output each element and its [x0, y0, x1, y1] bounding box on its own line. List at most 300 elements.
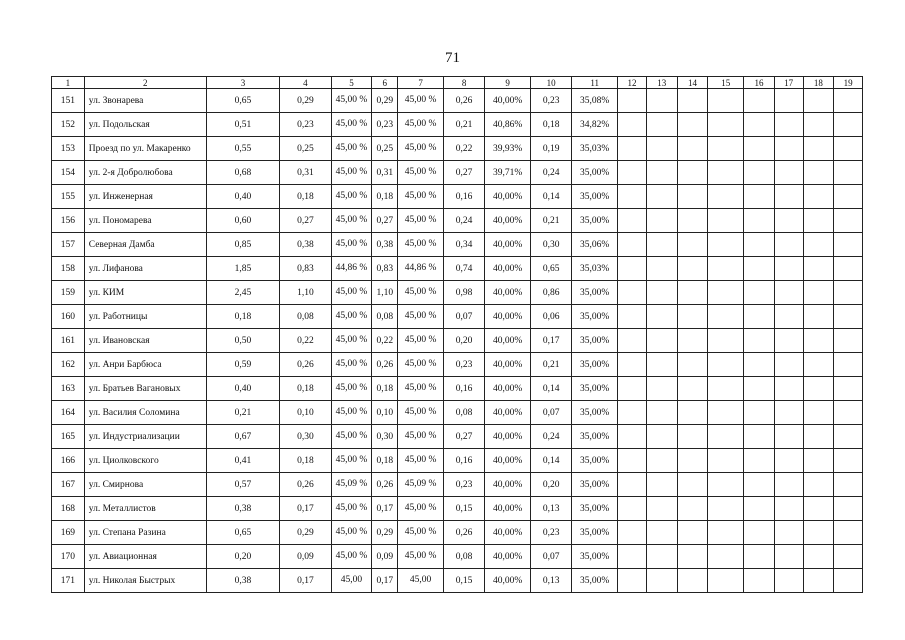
- empty-cell: [677, 161, 708, 185]
- column-header: 1: [52, 77, 85, 89]
- street-name: ул. Циолковского: [84, 449, 206, 473]
- empty-cell: [708, 305, 744, 329]
- street-name: ул. Авиационная: [84, 545, 206, 569]
- value-col-4: 0,30: [280, 425, 331, 449]
- row-number: 157: [52, 233, 85, 257]
- page-number: 71: [445, 50, 460, 66]
- empty-cell: [708, 545, 744, 569]
- empty-cell: [834, 497, 863, 521]
- table-row: [52, 425, 863, 449]
- value-col-6: 0,26: [372, 353, 398, 377]
- empty-cell: [618, 89, 647, 113]
- percent-col-5: 45,00: [331, 569, 372, 593]
- value-col-8: 0,23: [444, 473, 485, 497]
- street-name: ул. Индустриализации: [84, 425, 206, 449]
- empty-cell: [646, 545, 677, 569]
- percent-col-9: 40,00%: [485, 281, 531, 305]
- empty-cell: [803, 377, 834, 401]
- empty-cell: [646, 281, 677, 305]
- empty-cell: [618, 473, 647, 497]
- empty-cell: [744, 521, 775, 545]
- empty-cell: [677, 329, 708, 353]
- value-col-8: 0,74: [444, 257, 485, 281]
- value-col-8: 0,16: [444, 185, 485, 209]
- percent-col-5: 45,09 %: [331, 473, 372, 497]
- value-col-8: 0,34: [444, 233, 485, 257]
- value-col-10: 0,17: [531, 329, 572, 353]
- percent-col-5: 45,00 %: [331, 113, 372, 137]
- empty-cell: [646, 377, 677, 401]
- percent-col-11: 35,00%: [572, 209, 618, 233]
- percent-col-5: 45,00 %: [331, 545, 372, 569]
- empty-cell: [803, 473, 834, 497]
- empty-cell: [744, 89, 775, 113]
- value-col-3: 0,40: [206, 377, 280, 401]
- percent-col-11: 35,08%: [572, 89, 618, 113]
- empty-cell: [708, 353, 744, 377]
- value-col-10: 0,65: [531, 257, 572, 281]
- value-col-10: 0,19: [531, 137, 572, 161]
- empty-cell: [618, 233, 647, 257]
- value-col-8: 0,27: [444, 161, 485, 185]
- empty-cell: [803, 305, 834, 329]
- value-col-4: 0,18: [280, 449, 331, 473]
- empty-cell: [646, 257, 677, 281]
- empty-cell: [803, 209, 834, 233]
- empty-cell: [834, 425, 863, 449]
- empty-cell: [834, 377, 863, 401]
- value-col-6: 0,26: [372, 473, 398, 497]
- table-row: [52, 521, 863, 545]
- table-row: [52, 353, 863, 377]
- percent-col-7: 45,00 %: [398, 401, 444, 425]
- percent-col-9: 40,00%: [485, 545, 531, 569]
- empty-cell: [677, 569, 708, 593]
- empty-cell: [774, 329, 803, 353]
- percent-col-5: 45,00 %: [331, 521, 372, 545]
- percent-col-7: 45,00 %: [398, 305, 444, 329]
- value-col-3: 0,57: [206, 473, 280, 497]
- empty-cell: [677, 113, 708, 137]
- percent-col-7: 45,09 %: [398, 473, 444, 497]
- empty-cell: [834, 209, 863, 233]
- percent-col-5: 45,00 %: [331, 377, 372, 401]
- empty-cell: [774, 89, 803, 113]
- empty-cell: [774, 233, 803, 257]
- street-name: ул. Степана Разина: [84, 521, 206, 545]
- percent-col-9: 40,00%: [485, 185, 531, 209]
- value-col-6: 0,18: [372, 449, 398, 473]
- empty-cell: [774, 425, 803, 449]
- empty-cell: [708, 281, 744, 305]
- value-col-8: 0,08: [444, 401, 485, 425]
- value-col-4: 0,22: [280, 329, 331, 353]
- value-col-4: 0,26: [280, 353, 331, 377]
- empty-cell: [744, 377, 775, 401]
- empty-cell: [744, 473, 775, 497]
- empty-cell: [677, 353, 708, 377]
- value-col-3: 0,65: [206, 521, 280, 545]
- percent-col-9: 40,00%: [485, 497, 531, 521]
- percent-col-5: 45,00 %: [331, 449, 372, 473]
- value-col-4: 0,25: [280, 137, 331, 161]
- value-col-3: 0,21: [206, 401, 280, 425]
- table-row: [52, 329, 863, 353]
- percent-col-7: 45,00: [398, 569, 444, 593]
- empty-cell: [618, 449, 647, 473]
- street-name: ул. Подольская: [84, 113, 206, 137]
- row-number: 162: [52, 353, 85, 377]
- percent-col-11: 34,82%: [572, 113, 618, 137]
- percent-col-11: 35,00%: [572, 161, 618, 185]
- percent-col-5: 45,00 %: [331, 137, 372, 161]
- value-col-10: 0,07: [531, 401, 572, 425]
- percent-col-5: 45,00 %: [331, 209, 372, 233]
- empty-cell: [774, 185, 803, 209]
- empty-cell: [744, 113, 775, 137]
- table-row: [52, 545, 863, 569]
- empty-cell: [618, 569, 647, 593]
- column-header: 19: [834, 77, 863, 89]
- empty-cell: [774, 353, 803, 377]
- value-col-6: 0,25: [372, 137, 398, 161]
- percent-col-9: 40,00%: [485, 473, 531, 497]
- row-number: 151: [52, 89, 85, 113]
- value-col-8: 0,16: [444, 449, 485, 473]
- value-col-3: 0,20: [206, 545, 280, 569]
- empty-cell: [708, 257, 744, 281]
- empty-cell: [744, 161, 775, 185]
- empty-cell: [618, 257, 647, 281]
- empty-cell: [708, 449, 744, 473]
- empty-cell: [834, 185, 863, 209]
- percent-col-5: 45,00 %: [331, 89, 372, 113]
- empty-cell: [677, 185, 708, 209]
- value-col-8: 0,26: [444, 89, 485, 113]
- value-col-10: 0,06: [531, 305, 572, 329]
- column-header: 10: [531, 77, 572, 89]
- percent-col-11: 35,00%: [572, 473, 618, 497]
- empty-cell: [774, 521, 803, 545]
- empty-cell: [646, 401, 677, 425]
- empty-cell: [774, 377, 803, 401]
- table-row: [52, 233, 863, 257]
- percent-col-11: 35,00%: [572, 545, 618, 569]
- percent-col-11: 35,03%: [572, 257, 618, 281]
- street-name: ул. Металлистов: [84, 497, 206, 521]
- value-col-10: 0,21: [531, 209, 572, 233]
- row-number: 163: [52, 377, 85, 401]
- percent-col-11: 35,00%: [572, 425, 618, 449]
- value-col-4: 0,83: [280, 257, 331, 281]
- percent-col-11: 35,00%: [572, 281, 618, 305]
- value-col-3: 0,40: [206, 185, 280, 209]
- percent-col-7: 45,00 %: [398, 137, 444, 161]
- table-row: [52, 185, 863, 209]
- empty-cell: [677, 137, 708, 161]
- empty-cell: [774, 257, 803, 281]
- percent-col-7: 45,00 %: [398, 377, 444, 401]
- empty-cell: [677, 257, 708, 281]
- row-number: 154: [52, 161, 85, 185]
- table-row: [52, 401, 863, 425]
- empty-cell: [803, 113, 834, 137]
- empty-cell: [708, 137, 744, 161]
- percent-col-9: 40,00%: [485, 449, 531, 473]
- row-number: 170: [52, 545, 85, 569]
- column-header: 4: [280, 77, 331, 89]
- empty-cell: [618, 113, 647, 137]
- empty-cell: [708, 209, 744, 233]
- empty-cell: [744, 353, 775, 377]
- value-col-4: 0,29: [280, 89, 331, 113]
- value-col-3: 0,67: [206, 425, 280, 449]
- street-name: ул. Николая Быстрых: [84, 569, 206, 593]
- value-col-6: 0,22: [372, 329, 398, 353]
- value-col-8: 0,16: [444, 377, 485, 401]
- empty-cell: [803, 521, 834, 545]
- empty-cell: [677, 233, 708, 257]
- row-number: 164: [52, 401, 85, 425]
- table-body: [52, 77, 863, 593]
- empty-cell: [708, 497, 744, 521]
- street-name: ул. 2-я Добролюбова: [84, 161, 206, 185]
- empty-cell: [834, 353, 863, 377]
- empty-cell: [677, 545, 708, 569]
- empty-cell: [646, 113, 677, 137]
- percent-col-11: 35,03%: [572, 137, 618, 161]
- column-header: 2: [84, 77, 206, 89]
- empty-cell: [834, 257, 863, 281]
- empty-cell: [834, 281, 863, 305]
- table-row: [52, 137, 863, 161]
- value-col-6: 0,18: [372, 377, 398, 401]
- value-col-10: 0,86: [531, 281, 572, 305]
- table-row: [52, 209, 863, 233]
- percent-col-7: 45,00 %: [398, 329, 444, 353]
- empty-cell: [677, 209, 708, 233]
- empty-cell: [708, 569, 744, 593]
- empty-cell: [744, 569, 775, 593]
- table-row: [52, 257, 863, 281]
- column-header: 14: [677, 77, 708, 89]
- percent-col-11: 35,00%: [572, 521, 618, 545]
- value-col-4: 0,18: [280, 185, 331, 209]
- value-col-3: 0,65: [206, 89, 280, 113]
- column-header: 12: [618, 77, 647, 89]
- empty-cell: [708, 89, 744, 113]
- table-row: [52, 569, 863, 593]
- value-col-8: 0,15: [444, 497, 485, 521]
- empty-cell: [744, 545, 775, 569]
- percent-col-9: 39,71%: [485, 161, 531, 185]
- value-col-6: 0,09: [372, 545, 398, 569]
- empty-cell: [834, 161, 863, 185]
- empty-cell: [618, 305, 647, 329]
- empty-cell: [618, 401, 647, 425]
- row-number: 159: [52, 281, 85, 305]
- value-col-4: 0,29: [280, 521, 331, 545]
- empty-cell: [803, 497, 834, 521]
- empty-cell: [803, 401, 834, 425]
- street-name: ул. Братьев Вагановых: [84, 377, 206, 401]
- value-col-8: 0,07: [444, 305, 485, 329]
- empty-cell: [774, 113, 803, 137]
- value-col-3: 1,85: [206, 257, 280, 281]
- value-col-6: 0,23: [372, 113, 398, 137]
- empty-cell: [803, 425, 834, 449]
- empty-cell: [774, 449, 803, 473]
- value-col-3: 0,18: [206, 305, 280, 329]
- value-col-8: 0,27: [444, 425, 485, 449]
- row-number: 167: [52, 473, 85, 497]
- empty-cell: [834, 305, 863, 329]
- empty-cell: [774, 281, 803, 305]
- empty-cell: [677, 305, 708, 329]
- street-name: ул. КИМ: [84, 281, 206, 305]
- value-col-4: 0,17: [280, 569, 331, 593]
- empty-cell: [803, 449, 834, 473]
- empty-cell: [774, 545, 803, 569]
- value-col-10: 0,30: [531, 233, 572, 257]
- percent-col-9: 40,00%: [485, 377, 531, 401]
- table-row: [52, 161, 863, 185]
- empty-cell: [677, 281, 708, 305]
- percent-col-9: 40,00%: [485, 401, 531, 425]
- percent-col-11: 35,00%: [572, 305, 618, 329]
- empty-cell: [744, 449, 775, 473]
- empty-cell: [618, 161, 647, 185]
- street-name: ул. Работницы: [84, 305, 206, 329]
- row-number: 158: [52, 257, 85, 281]
- percent-col-9: 40,00%: [485, 209, 531, 233]
- empty-cell: [708, 233, 744, 257]
- percent-col-9: 40,00%: [485, 569, 531, 593]
- value-col-4: 0,09: [280, 545, 331, 569]
- empty-cell: [744, 497, 775, 521]
- percent-col-5: 45,00 %: [331, 497, 372, 521]
- percent-col-7: 45,00 %: [398, 521, 444, 545]
- empty-cell: [744, 425, 775, 449]
- value-col-10: 0,13: [531, 497, 572, 521]
- value-col-10: 0,18: [531, 113, 572, 137]
- empty-cell: [646, 161, 677, 185]
- column-header: 8: [444, 77, 485, 89]
- value-col-3: 0,38: [206, 569, 280, 593]
- value-col-3: 2,45: [206, 281, 280, 305]
- empty-cell: [834, 233, 863, 257]
- row-number: 166: [52, 449, 85, 473]
- value-col-6: 0,31: [372, 161, 398, 185]
- table-row: [52, 305, 863, 329]
- value-col-10: 0,23: [531, 89, 572, 113]
- value-col-4: 0,26: [280, 473, 331, 497]
- value-col-6: 0,10: [372, 401, 398, 425]
- empty-cell: [618, 281, 647, 305]
- percent-col-11: 35,00%: [572, 353, 618, 377]
- percent-col-11: 35,00%: [572, 497, 618, 521]
- value-col-4: 0,23: [280, 113, 331, 137]
- street-name: Северная Дамба: [84, 233, 206, 257]
- percent-col-7: 45,00 %: [398, 353, 444, 377]
- empty-cell: [803, 233, 834, 257]
- value-col-6: 0,27: [372, 209, 398, 233]
- empty-cell: [803, 569, 834, 593]
- percent-col-7: 45,00 %: [398, 233, 444, 257]
- empty-cell: [646, 449, 677, 473]
- value-col-4: 0,27: [280, 209, 331, 233]
- percent-col-5: 45,00 %: [331, 425, 372, 449]
- empty-cell: [677, 401, 708, 425]
- empty-cell: [708, 161, 744, 185]
- value-col-10: 0,21: [531, 353, 572, 377]
- table-row: [52, 281, 863, 305]
- street-name: Проезд по ул. Макаренко: [84, 137, 206, 161]
- empty-cell: [646, 209, 677, 233]
- empty-cell: [677, 89, 708, 113]
- empty-cell: [618, 329, 647, 353]
- row-number: 169: [52, 521, 85, 545]
- row-number: 161: [52, 329, 85, 353]
- row-number: 171: [52, 569, 85, 593]
- percent-col-11: 35,00%: [572, 401, 618, 425]
- value-col-8: 0,98: [444, 281, 485, 305]
- empty-cell: [618, 425, 647, 449]
- empty-cell: [677, 497, 708, 521]
- percent-col-9: 40,00%: [485, 353, 531, 377]
- header-row: [52, 77, 863, 89]
- empty-cell: [774, 497, 803, 521]
- empty-cell: [803, 89, 834, 113]
- percent-col-11: 35,00%: [572, 329, 618, 353]
- percent-col-5: 45,00 %: [331, 281, 372, 305]
- value-col-3: 0,50: [206, 329, 280, 353]
- value-col-3: 0,68: [206, 161, 280, 185]
- column-header: 13: [646, 77, 677, 89]
- value-col-8: 0,24: [444, 209, 485, 233]
- empty-cell: [677, 449, 708, 473]
- value-col-10: 0,20: [531, 473, 572, 497]
- street-name: ул. Пономарева: [84, 209, 206, 233]
- value-col-4: 1,10: [280, 281, 331, 305]
- value-col-10: 0,14: [531, 185, 572, 209]
- empty-cell: [744, 401, 775, 425]
- percent-col-11: 35,00%: [572, 377, 618, 401]
- percent-col-7: 45,00 %: [398, 185, 444, 209]
- percent-col-9: 40,86%: [485, 113, 531, 137]
- empty-cell: [803, 353, 834, 377]
- percent-col-9: 40,00%: [485, 521, 531, 545]
- empty-cell: [677, 521, 708, 545]
- empty-cell: [774, 305, 803, 329]
- row-number: 153: [52, 137, 85, 161]
- column-header: 16: [744, 77, 775, 89]
- row-number: 160: [52, 305, 85, 329]
- empty-cell: [708, 521, 744, 545]
- empty-cell: [834, 569, 863, 593]
- empty-cell: [646, 233, 677, 257]
- empty-cell: [834, 137, 863, 161]
- table-row: [52, 497, 863, 521]
- value-col-6: 0,17: [372, 569, 398, 593]
- empty-cell: [744, 209, 775, 233]
- empty-cell: [744, 281, 775, 305]
- street-name: ул. Анри Барбюса: [84, 353, 206, 377]
- empty-cell: [708, 329, 744, 353]
- empty-cell: [618, 185, 647, 209]
- street-name: ул. Смирнова: [84, 473, 206, 497]
- table-row: [52, 113, 863, 137]
